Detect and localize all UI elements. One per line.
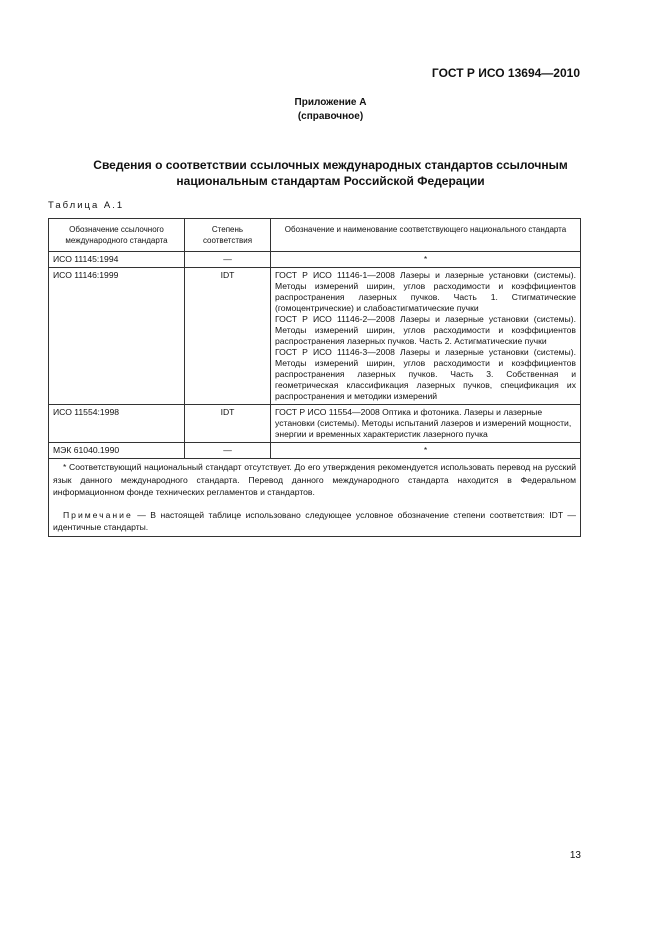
section-title-line-2: национальным стандартам Российской Федерации — [176, 174, 485, 188]
table-row — [49, 268, 581, 405]
correspondence-table — [48, 218, 581, 537]
appendix-title: Приложение А — [294, 97, 367, 108]
table-note — [53, 509, 576, 534]
cell-standard: ИСО 11554:1998 — [49, 405, 185, 443]
national-standard-entry: ГОСТ Р ИСО 11554—2008 Оптика и фотоника. Лазеры и лазерные установки (системы). Методы испытаний лазеров и измерений мощности, энергии и временных характеристик лазерного пучка — [275, 407, 572, 439]
cell-degree: — — [185, 252, 271, 268]
document-id-header: ГОСТ Р ИСО 13694—2010 — [431, 66, 580, 80]
cell-standard: ИСО 11146:1999 — [49, 268, 185, 405]
cell-national: * — [271, 443, 581, 459]
table-row — [49, 443, 581, 459]
table-header-row — [49, 219, 581, 252]
section-title — [60, 157, 601, 189]
national-standard-entry: ГОСТ Р ИСО 11146-1—2008 Лазеры и лазерные установки (системы). Методы измерений ширин, углов расходимости и коэффициентов распространения лазерных пучков. Часть 1. Стигматические (гомоцентрические) и слабоастигматические пучки — [275, 270, 576, 313]
national-standard-entry: ГОСТ Р ИСО 11146-3—2008 Лазеры и лазерные установки (системы). Методы измерений ширин, углов расходимости и коэффициентов распространения лазерных пучков. Часть 3. Собственная и геометрическая классификация лазерных пучков, спецификация их распространения и методики измерений — [275, 347, 576, 401]
header-national-standard: Обозначение и наименование соответствующего национального стандарта — [271, 219, 581, 252]
header-degree: Степень соответствия — [185, 219, 271, 252]
cell-degree: IDT — [185, 405, 271, 443]
footnote: * Соответствующий национальный стандарт отсутствует. До его утверждения рекомендуется использовать перевод на русский язык данного международного стандарта. Перевод данного международного стандарта находится в Федеральном информационном фонде технических регламентов и стандартов. — [53, 462, 576, 497]
cell-standard: ИСО 11145:1994 — [49, 252, 185, 268]
cell-degree: — — [185, 443, 271, 459]
cell-national — [271, 405, 581, 443]
table-caption: Таблица А.1 — [48, 200, 125, 211]
appendix-subtitle: (справочное) — [297, 111, 364, 122]
cell-national: * — [271, 252, 581, 268]
appendix-heading — [0, 96, 661, 124]
page-number: 13 — [569, 850, 581, 861]
section-title-line-1: Сведения о соответствии ссылочных международных стандартов ссылочным — [93, 158, 568, 172]
cell-standard: МЭК 61040.1990 — [49, 443, 185, 459]
table-footer-row — [49, 459, 581, 537]
national-standard-entry: ГОСТ Р ИСО 11146-2—2008 Лазеры и лазерные установки (системы). Методы измерений ширин, углов расходимости и коэффициентов распространения лазерных пучков. Часть 2. Астигматические пучки — [275, 314, 576, 346]
cell-national — [271, 268, 581, 405]
note-label: Примечание — [63, 509, 133, 520]
table-footer — [49, 459, 581, 537]
cell-degree: IDT — [185, 268, 271, 405]
table-row — [49, 252, 581, 268]
header-international-standard: Обозначение ссылочного международного стандарта — [49, 219, 185, 252]
table-row — [49, 405, 581, 443]
note-text: — В настоящей таблице использовано следующее условное обозначение степени соответствия: IDT — идентичные стандарты. — [53, 509, 577, 532]
